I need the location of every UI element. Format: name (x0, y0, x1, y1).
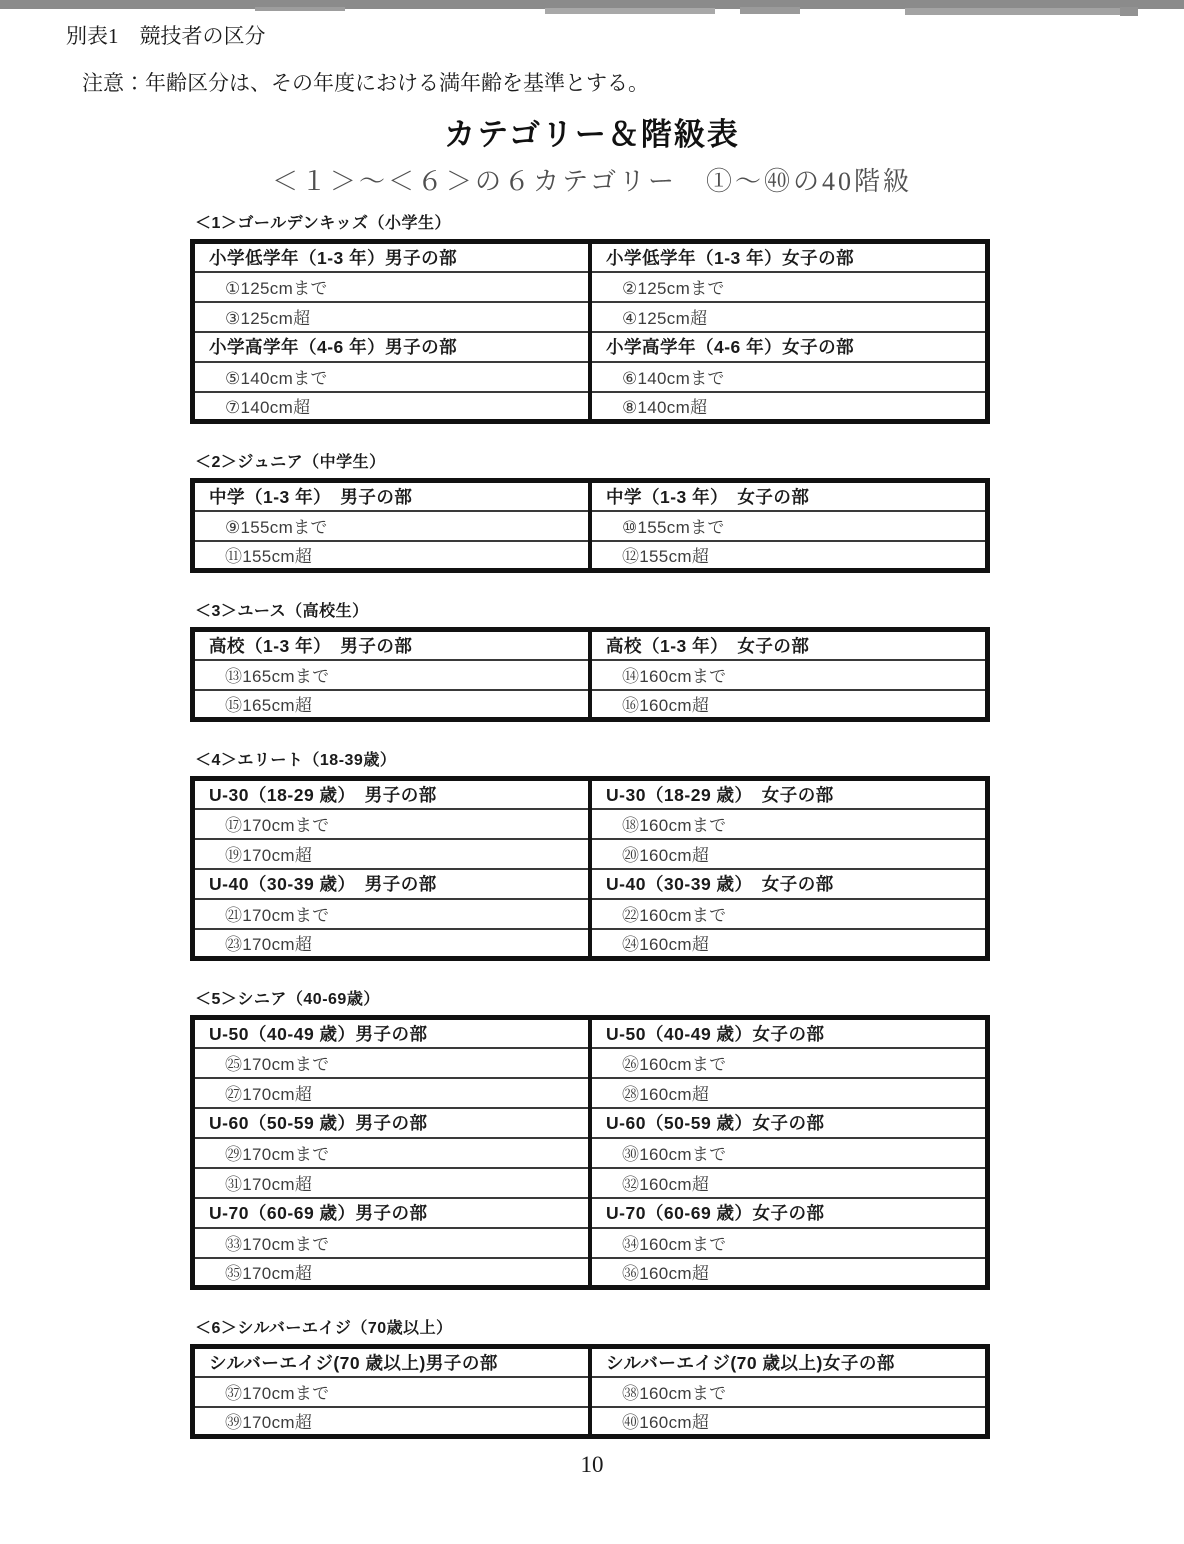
class-cell: ④125cm超 (590, 302, 988, 332)
division-header-row (193, 1108, 988, 1138)
class-cell: ⑪155cm超 (193, 541, 591, 571)
class-table (190, 627, 990, 722)
division-header-cell: 中学（1-3 年） 男子の部 (193, 481, 591, 511)
class-cell: ⑮165cm超 (193, 690, 591, 720)
class-data-row (193, 1078, 988, 1108)
section-label: ＜3＞ユース（高校生） (195, 603, 369, 620)
class-cell: ㉙170cmまで (193, 1138, 591, 1168)
scan-edge-artifact (0, 0, 1184, 9)
division-header-cell: 高校（1-3 年） 男子の部 (193, 630, 591, 660)
division-header-cell: U-60（50-59 歳）男子の部 (193, 1108, 591, 1138)
class-cell: ㉓170cm超 (193, 929, 591, 959)
class-data-row (193, 1168, 988, 1198)
class-data-row (193, 392, 988, 422)
class-cell: ⑩155cmまで (590, 511, 988, 541)
division-header-cell: U-50（40-49 歳）男子の部 (193, 1018, 591, 1048)
page-title: カテゴリー＆階級表 (444, 117, 740, 152)
division-header-cell: U-50（40-49 歳）女子の部 (590, 1018, 988, 1048)
class-table (190, 239, 990, 424)
class-cell: ⑦140cm超 (193, 392, 591, 422)
division-header-cell: U-40（30-39 歳） 男子の部 (193, 869, 591, 899)
class-data-row (193, 929, 988, 959)
class-cell: ㉛170cm超 (193, 1168, 591, 1198)
division-header-row (193, 1198, 988, 1228)
class-table (190, 478, 990, 573)
division-header-cell: 小学低学年（1-3 年）女子の部 (590, 242, 988, 272)
scan-smudge (545, 8, 715, 14)
division-header-row (193, 1347, 988, 1377)
class-cell: ㊲170cmまで (193, 1377, 591, 1407)
class-cell: ⑱160cmまで (590, 809, 988, 839)
division-header-cell: 中学（1-3 年） 女子の部 (590, 481, 988, 511)
class-data-row (193, 809, 988, 839)
class-data-row (193, 302, 988, 332)
class-cell: ⑰170cmまで (193, 809, 591, 839)
division-header-row (193, 630, 988, 660)
division-header-cell: U-30（18-29 歳） 女子の部 (590, 779, 988, 809)
class-data-row (193, 1228, 988, 1258)
category-section (190, 210, 990, 424)
page-number: 10 (580, 1452, 604, 1477)
class-cell: ⑳160cm超 (590, 839, 988, 869)
category-section (190, 449, 990, 573)
class-cell: ㊳160cmまで (590, 1377, 988, 1407)
section-label: ＜1＞ゴールデンキッズ（小学生） (195, 215, 451, 232)
division-header-cell: シルバーエイジ(70 歳以上)男子の部 (193, 1347, 591, 1377)
category-section (190, 986, 990, 1290)
class-table (190, 776, 990, 961)
class-cell: ㉔160cm超 (590, 929, 988, 959)
class-data-row (193, 690, 988, 720)
class-cell: ㉕170cmまで (193, 1048, 591, 1078)
age-note: 注意：年齢区分は、その年度における満年齢を基準とする。 (82, 71, 649, 95)
scan-smudge (905, 8, 1120, 15)
class-data-row (193, 1258, 988, 1288)
class-data-row (193, 1048, 988, 1078)
section-label: ＜4＞エリート（18-39歳） (195, 752, 397, 769)
section-label: ＜6＞シルバーエイジ（70歳以上） (195, 1320, 453, 1337)
division-header-cell: 高校（1-3 年） 女子の部 (590, 630, 988, 660)
class-cell: ③125cm超 (193, 302, 591, 332)
class-data-row (193, 839, 988, 869)
class-data-row (193, 899, 988, 929)
class-data-row (193, 362, 988, 392)
division-header-cell: U-60（50-59 歳）女子の部 (590, 1108, 988, 1138)
class-cell: ⑬165cmまで (193, 660, 591, 690)
class-data-row (193, 1377, 988, 1407)
class-cell: ㉝170cmまで (193, 1228, 591, 1258)
class-data-row (193, 1138, 988, 1168)
class-cell: ㉑170cmまで (193, 899, 591, 929)
scan-smudge (255, 7, 345, 11)
category-count-subtitle: ＜１＞～＜６＞の６カテゴリー ①～㊵の40階級 (272, 167, 912, 196)
class-cell: ⑤140cmまで (193, 362, 591, 392)
appendix-heading: 別表1 競技者の区分 (66, 24, 266, 48)
division-header-cell: U-30（18-29 歳） 男子の部 (193, 779, 591, 809)
class-cell: ㉚160cmまで (590, 1138, 988, 1168)
class-cell: ㉒160cmまで (590, 899, 988, 929)
section-label: ＜2＞ジュニア（中学生） (195, 454, 386, 471)
class-cell: ㉞160cmまで (590, 1228, 988, 1258)
class-data-row (193, 541, 988, 571)
class-cell: ⑲170cm超 (193, 839, 591, 869)
division-header-cell: U-70（60-69 歳）男子の部 (193, 1198, 591, 1228)
division-header-cell: 小学高学年（4-6 年）男子の部 (193, 332, 591, 362)
class-cell: ⑫155cm超 (590, 541, 988, 571)
class-data-row (193, 1407, 988, 1437)
class-cell: ㉘160cm超 (590, 1078, 988, 1108)
division-header-cell: U-40（30-39 歳） 女子の部 (590, 869, 988, 899)
class-data-row (193, 511, 988, 541)
category-section (190, 1315, 990, 1439)
category-section (190, 747, 990, 961)
division-header-cell: シルバーエイジ(70 歳以上)女子の部 (590, 1347, 988, 1377)
division-header-row (193, 1018, 988, 1048)
division-header-cell: 小学高学年（4-6 年）女子の部 (590, 332, 988, 362)
class-cell: ⑭160cmまで (590, 660, 988, 690)
class-cell: ⑥140cmまで (590, 362, 988, 392)
class-cell: ㉟170cm超 (193, 1258, 591, 1288)
scan-smudge (1120, 7, 1138, 16)
division-header-cell: 小学低学年（1-3 年）男子の部 (193, 242, 591, 272)
class-cell: ㉖160cmまで (590, 1048, 988, 1078)
class-cell: ㊱160cm超 (590, 1258, 988, 1288)
class-table (190, 1344, 990, 1439)
class-cell: ⑨155cmまで (193, 511, 591, 541)
scan-smudge (740, 7, 800, 14)
sections (190, 210, 990, 1439)
class-cell: ⑯160cm超 (590, 690, 988, 720)
class-cell: ②125cmまで (590, 272, 988, 302)
section-label: ＜5＞シニア（40-69歳） (195, 991, 380, 1008)
class-cell: ㉜160cm超 (590, 1168, 988, 1198)
class-cell: ㊵160cm超 (590, 1407, 988, 1437)
category-section (190, 598, 990, 722)
division-header-cell: U-70（60-69 歳）女子の部 (590, 1198, 988, 1228)
division-header-row (193, 869, 988, 899)
division-header-row (193, 242, 988, 272)
class-data-row (193, 272, 988, 302)
class-cell: ①125cmまで (193, 272, 591, 302)
class-cell: ㉗170cm超 (193, 1078, 591, 1108)
division-header-row (193, 481, 988, 511)
class-cell: ⑧140cm超 (590, 392, 988, 422)
class-data-row (193, 660, 988, 690)
class-cell: ㊴170cm超 (193, 1407, 591, 1437)
division-header-row (193, 332, 988, 362)
class-table (190, 1015, 990, 1290)
division-header-row (193, 779, 988, 809)
